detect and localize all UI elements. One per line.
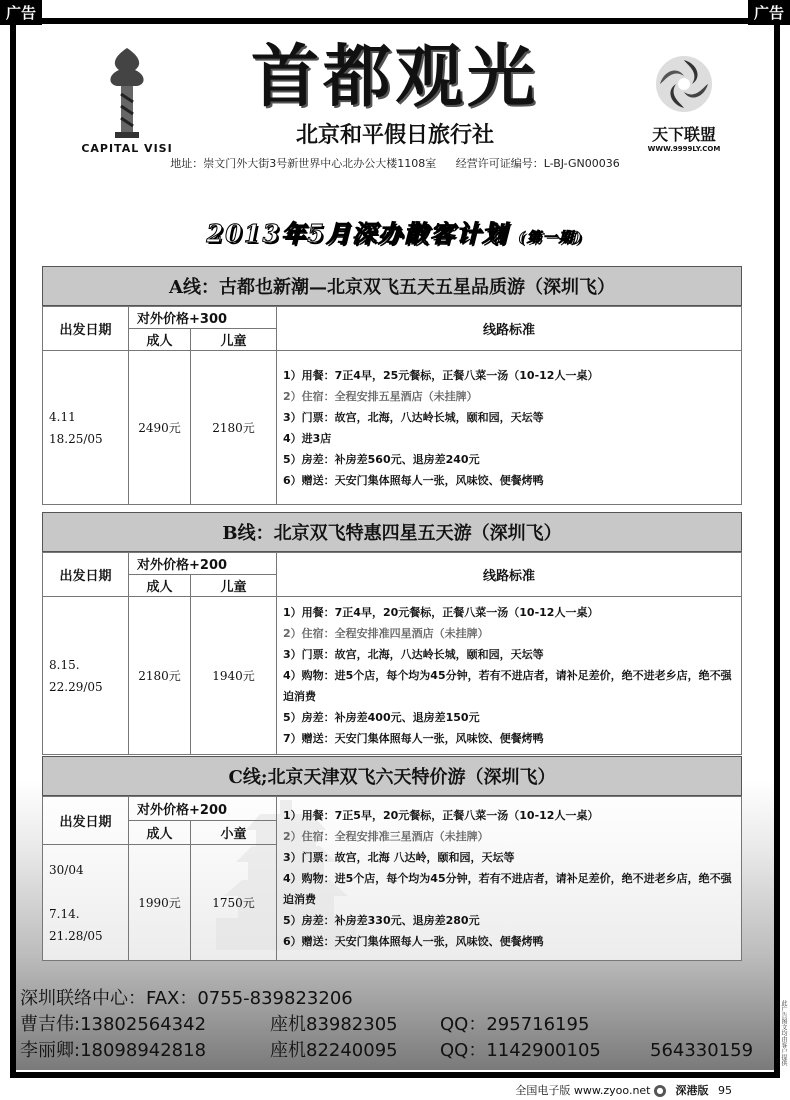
date-line: 8.15. xyxy=(49,657,80,672)
side-note: 此广告图文均由客户提供 xyxy=(780,1000,787,1066)
edition-badge-icon: ● xyxy=(654,1085,666,1097)
date-header: 出发日期 xyxy=(43,797,129,845)
standard-item: 4）购物：进5个店，每个均为45分钟，若有不进店者，请补足差价，绝不进老乡店，绝不强迫消费 xyxy=(283,872,732,906)
footer-site: 全国电子版 www.zyoo.net xyxy=(515,1084,651,1097)
address-line xyxy=(0,155,790,171)
contact-person-2: 李丽卿:18098942818 xyxy=(20,1040,207,1061)
standard-item: 1）用餐：7正4早，20元餐标，正餐八菜一汤（10-12人一桌） xyxy=(283,606,599,619)
route-b-dates xyxy=(43,597,129,755)
date-header: 出发日期 xyxy=(43,553,129,597)
adult-price: 2180元 xyxy=(129,597,191,755)
standard-item: 5）房差：补房差560元、退房差240元 xyxy=(283,452,480,466)
contact-person-1: 曹吉伟:13802564342 xyxy=(20,1014,207,1035)
price-header: 对外价格+300 xyxy=(129,307,277,329)
adult-header: 成人 xyxy=(129,821,191,845)
date-line: 21.28/05 xyxy=(49,928,103,943)
address: 地址：崇文门外大街3号新世界中心北办公大楼1108室 xyxy=(170,157,437,170)
adult-header: 成人 xyxy=(129,329,191,351)
page-footer xyxy=(0,1082,790,1100)
route-a-table xyxy=(42,306,742,505)
qq-1: QQ：295716195 xyxy=(440,1014,590,1035)
contact-block xyxy=(20,986,770,1064)
route-c-table xyxy=(42,796,742,961)
qq-2b: 564330159 xyxy=(650,1040,754,1061)
route-b-table xyxy=(42,552,742,755)
standard-item: 3）门票：故宫，北海，八达岭长城，颐和园，天坛等 xyxy=(283,648,544,661)
standard-item: 1）用餐：7正5早，20元餐标，正餐八菜一汤（10-12人一桌） xyxy=(283,809,599,822)
date-line: 4.11 xyxy=(49,409,76,424)
child-price: 1750元 xyxy=(191,845,277,961)
license: 经营许可证编号：L-BJ-GN00036 xyxy=(455,157,620,170)
date-header: 出发日期 xyxy=(43,307,129,351)
route-a-heading: A线：古都也新潮—北京双飞五天五星品质游（深圳飞） xyxy=(42,266,742,306)
qq-2: QQ：1142900105 xyxy=(440,1040,601,1061)
price-header: 对外价格+200 xyxy=(129,797,277,821)
standard-item: 5）房差：补房差400元、退房差150元 xyxy=(283,711,480,724)
standard-header: 线路标准 xyxy=(277,553,742,597)
standard-item: 5）房差：补房差330元、退房差280元 xyxy=(283,914,480,927)
alliance-name: 天下联盟 xyxy=(651,125,716,144)
contact-center-row xyxy=(20,986,770,1012)
contact-row-2 xyxy=(20,1038,770,1064)
date-line: 7.14. xyxy=(49,906,80,921)
standard-item: 6）赠送：天安门集体照每人一张，风味饺、便餐烤鸭 xyxy=(283,935,544,948)
footer-edition: 深港版 xyxy=(675,1084,709,1097)
date-line: 30/04 xyxy=(49,862,84,877)
standard-item: 3）门票：故宫，北海，八达岭长城，颐和园，天坛等 xyxy=(283,410,544,424)
route-c-standards xyxy=(277,797,742,961)
standard-item: 1）用餐：7正4早，25元餐标，正餐八菜一汤（10-12人一桌） xyxy=(283,368,599,382)
landline-1: 座机83982305 xyxy=(270,1014,398,1035)
plan-title-text: 2013年5月深办散客计划 xyxy=(206,219,508,248)
child-price: 2180元 xyxy=(191,351,277,505)
route-c xyxy=(42,756,742,961)
route-a xyxy=(42,266,742,505)
landline-2: 座机82240095 xyxy=(270,1040,398,1061)
page-number: 95 xyxy=(718,1084,732,1097)
plan-issue: (第一期) xyxy=(518,230,584,246)
route-c-dates xyxy=(43,845,129,961)
child-header: 儿童 xyxy=(191,329,277,351)
date-line xyxy=(49,881,128,903)
ad-label-left: 广告 xyxy=(0,0,42,25)
adult-header: 成人 xyxy=(129,575,191,597)
plan-title xyxy=(0,214,790,249)
alliance-url: WWW.9999LY.COM xyxy=(647,145,721,153)
standard-item: 3）门票：故宫，北海 八达岭，颐和园，天坛等 xyxy=(283,851,515,864)
date-line: 22.29/05 xyxy=(49,679,103,694)
child-header: 儿童 xyxy=(191,575,277,597)
route-b xyxy=(42,512,742,755)
date-line: 18.25/05 xyxy=(49,431,103,446)
standard-item: 6）赠送：天安门集体照每人一张，风味饺、便餐烤鸭 xyxy=(283,473,544,487)
standard-item: 7）赠送：天安门集体照每人一张，风味饺、便餐烤鸭 xyxy=(283,732,544,745)
adult-price: 2490元 xyxy=(129,351,191,505)
route-b-standards xyxy=(277,597,742,755)
route-a-dates xyxy=(43,351,129,505)
standard-header: 线路标准 xyxy=(277,307,742,351)
swirl-logo-icon xyxy=(652,52,716,116)
standard-item: 4）进3店 xyxy=(283,431,332,445)
child-header: 小童 xyxy=(191,821,277,845)
standard-item: 2）住宿：全程安排五星酒店（未挂牌） xyxy=(283,389,478,403)
route-c-heading: C线;北京天津双飞六天特价游（深圳飞） xyxy=(42,756,742,796)
contact-row-1 xyxy=(20,1012,770,1038)
contact-center: 深圳联络中心：FAX：0755-839823206 xyxy=(20,988,353,1009)
logo-caption: CAPITAL VISI xyxy=(81,142,173,155)
ad-label-right: 广告 xyxy=(748,0,790,25)
standard-item: 2）住宿：全程安排准三星酒店（未挂牌） xyxy=(283,830,489,843)
standard-item: 2）住宿：全程安排准四星酒店（未挂牌） xyxy=(283,627,489,640)
price-header: 对外价格+200 xyxy=(129,553,277,575)
standard-item: 4）购物：进5个店，每个均为45分钟，若有不进店者，请补足差价，绝不进老乡店，绝不强迫消费 xyxy=(283,669,732,703)
child-price: 1940元 xyxy=(191,597,277,755)
adult-price: 1990元 xyxy=(129,845,191,961)
alliance-logo xyxy=(634,52,734,153)
route-a-standards xyxy=(277,351,742,505)
route-b-heading: B线：北京双飞特惠四星五天游（深圳飞） xyxy=(42,512,742,552)
brand-title: 首都观光 xyxy=(250,38,539,117)
agency-name: 北京和平假日旅行社 xyxy=(295,123,494,148)
